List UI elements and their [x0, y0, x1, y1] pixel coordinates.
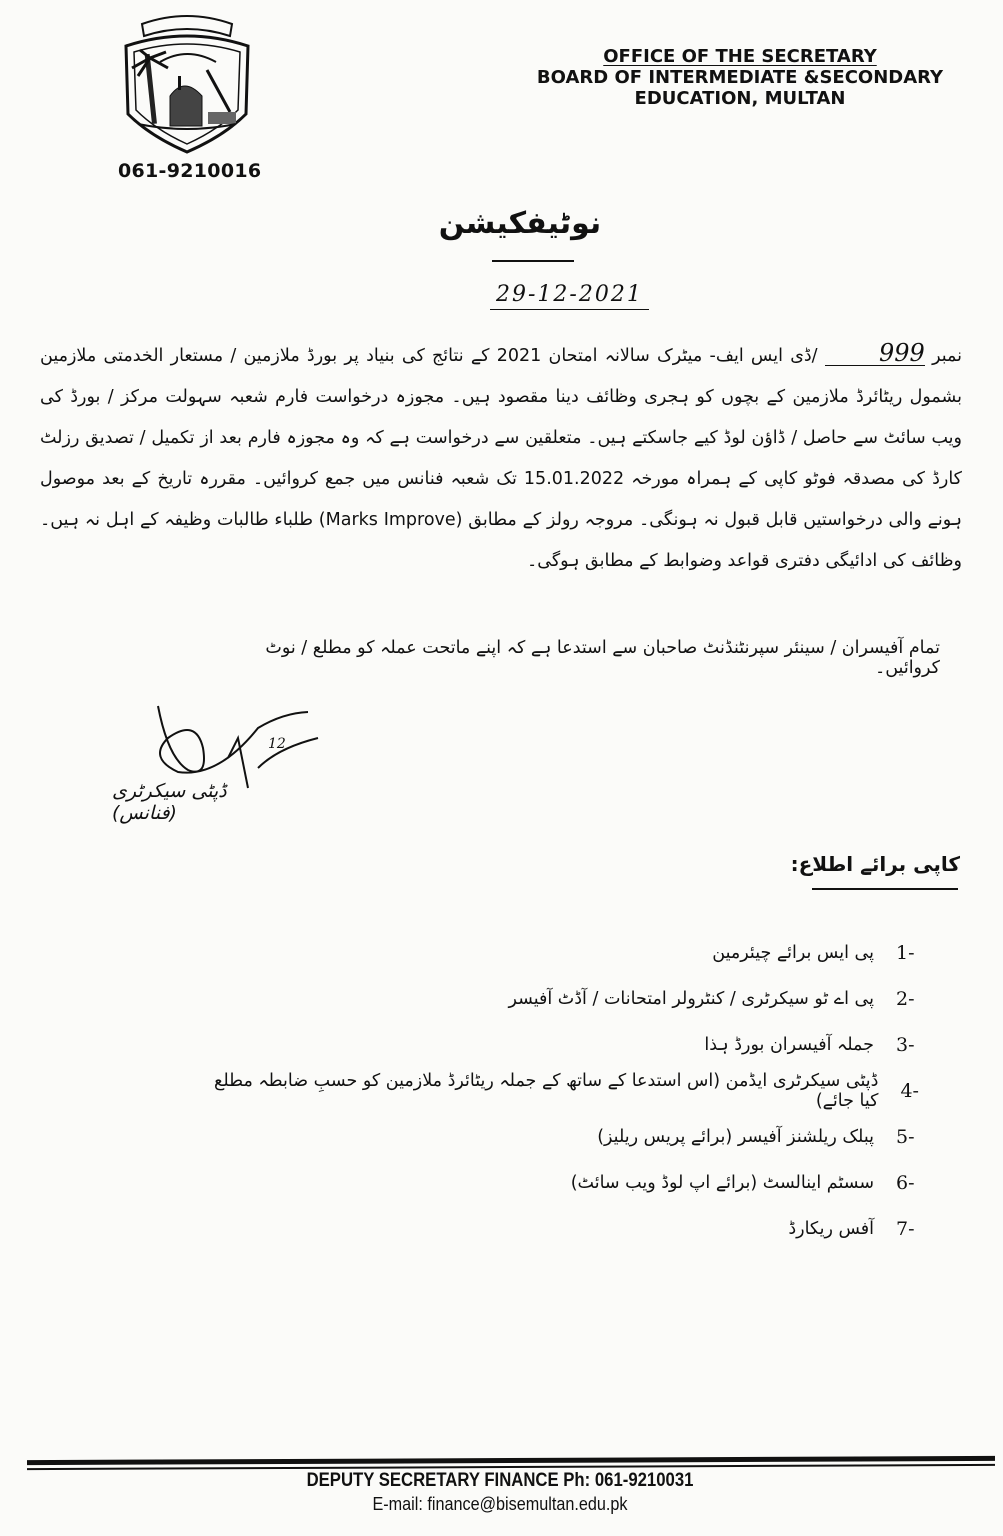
signatory-designation: ڈپٹی سیکرٹری (فنانس) — [112, 780, 227, 824]
copy-to-heading: کاپی برائے اطلاع: — [790, 852, 960, 876]
footer-rule-thin — [27, 1464, 995, 1470]
number-label: نمبر — [932, 346, 962, 366]
list-item — [200, 1068, 970, 1114]
footer-email[interactable]: E-mail: finance@bisemultan.edu.pk — [372, 1494, 628, 1514]
item-text: پی اے ٹو سیکرٹری / کنٹرولر امتحانات / آڈٹ آفیسر — [508, 989, 874, 1009]
list-item — [200, 1206, 970, 1252]
list-item — [200, 1022, 970, 1068]
list-item — [200, 930, 970, 976]
item-number: 7- — [896, 1218, 915, 1240]
list-item — [200, 1160, 970, 1206]
item-number: 4- — [900, 1080, 919, 1102]
copy-to-underline — [812, 888, 958, 890]
list-item — [200, 976, 970, 1022]
svg-text:12: 12 — [268, 736, 286, 752]
notice-body — [40, 336, 962, 582]
item-number: 2- — [896, 988, 915, 1010]
board-crest-emblem-icon — [112, 6, 262, 156]
list-item — [200, 1114, 970, 1160]
item-number: 1- — [896, 942, 915, 964]
notice-date: 29-12-2021 — [490, 282, 649, 310]
office-line-2: BOARD OF INTERMEDIATE &SECONDARY — [536, 67, 944, 88]
title-underline — [492, 260, 574, 262]
notification-title: نوٹیفکیشن — [438, 206, 602, 241]
office-line-1: OFFICE OF THE SECRETARY — [603, 46, 877, 67]
item-number: 6- — [896, 1172, 915, 1194]
item-text: آفس ریکارڈ — [788, 1219, 874, 1239]
item-number: 3- — [896, 1034, 915, 1056]
item-text: پبلک ریلشنز آفیسر (برائے پریس ریلیز) — [597, 1127, 874, 1147]
board-crest-logo — [112, 6, 262, 156]
footer — [200, 1470, 800, 1515]
item-text: ڈپٹی سیکرٹری ایڈمن (اس استدعا کے ساتھ کے جملہ ریٹائرڈ ملازمین کو حسبِ ضابطہ مطلع کیا جائے) — [214, 1071, 879, 1111]
instruction-paragraph: تمام آفیسران / سینئر سپرنٹنڈنٹ صاحبان سے استدعا ہے کہ اپنے ماتحت عملہ کو مطلع / نوٹ کروائیں۔ — [265, 638, 940, 678]
copy-to-list — [200, 930, 970, 1252]
number-suffix: /ڈی ایس ایف- — [709, 346, 818, 366]
body-paragraph: میٹرک سالانہ امتحان 2021 کے نتائج کی بنیاد پر بورڈ ملازمین / مستعار الخدمتی ملازمین بشمول ریٹائرڈ ملازمین کے بچوں کو ہجری وظائف دینا مقصود ہیں۔ مجوزہ درخواست فارم شعبہ سہولت مرکز / بورڈ کی ویب سائٹ سے حاصل / ڈاؤن لوڈ کیے جاسکتے ہیں۔ متعلقین سے درخواست ہے کہ وہ مجوزہ فارم بعد از تکمیل / تصدیق رزلٹ کارڈ کی مصدقہ فوٹو کاپی کے ہمراہ مورخہ 15.01.2022 تک شعبہ فنانس میں جمع کروائیں۔ مقررہ تاریخ کے بعد موصول ہونے والی درخواستیں قابل قبول نہ ہونگی۔ مروجہ رولز کے مطابق (Marks Improve) طلباء طالبات وظیفہ کے اہل نہ ہیں۔ وظائف کی ادائیگی دفتری قواعد وضوابط کے مطابق ہوگی۔ — [40, 346, 963, 571]
office-phone: 061-9210016 — [118, 160, 262, 182]
notice-number: 999 — [825, 341, 925, 366]
footer-contact: DEPUTY SECRETARY FINANCE Ph: 061-9210031 — [306, 1470, 694, 1491]
item-number: 5- — [896, 1126, 915, 1148]
item-text: پی ایس برائے چیئرمین — [712, 943, 874, 963]
item-text: سسٹم اینالسٹ (برائے اپ لوڈ ویب سائٹ) — [570, 1173, 874, 1193]
office-line-3: EDUCATION, MULTAN — [634, 88, 846, 109]
letterhead-title — [520, 46, 960, 109]
item-text: جملہ آفیسران بورڈ ہذا — [704, 1035, 874, 1055]
